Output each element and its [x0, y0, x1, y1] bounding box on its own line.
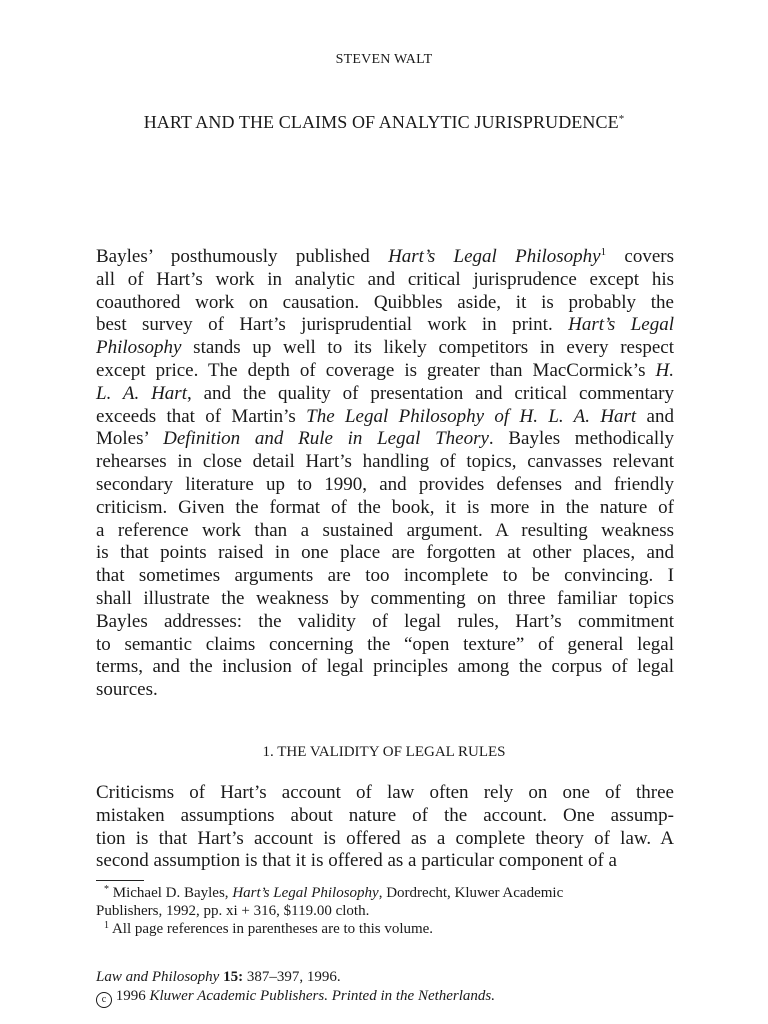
article-title — [0, 112, 768, 133]
footnote-rule — [96, 880, 144, 881]
italic-title: Hart’s Legal Philosophy — [388, 246, 601, 267]
text-line: exceeds that of Martin’s The Legal Philosophy of H. L. A. Hart and — [96, 405, 674, 427]
text-line: is that points raised in one place are forgotten at other places, and — [96, 542, 674, 564]
italic-title: Definition and Rule in Legal Theory — [163, 428, 489, 450]
footnote-star-lead: Michael D. Bayles, — [112, 885, 233, 901]
publisher-line: Kluwer Academic Publishers. Printed in the Netherlands. — [149, 988, 496, 1004]
footnote-star-mark: * — [104, 884, 109, 895]
footnote-star-rest: , Dordrecht, Kluwer Academic — [378, 885, 564, 901]
footnote-one — [96, 920, 674, 938]
text-line: best survey of Hart’s jurisprudential work in print. Hart’s Legal — [96, 314, 674, 336]
text-line: Bayles’ posthumously published Hart’s Legal Philosophy$^1$ covers — [96, 246, 675, 267]
journal-volume: 15: — [223, 969, 244, 985]
text-line: coauthored work on causation. Quibbles aside, it is probably the — [96, 291, 674, 313]
article-title-text: HART AND THE CLAIMS OF ANALYTIC JURISPRUDENCE — [143, 112, 619, 132]
footnote-one-line — [96, 920, 674, 938]
copyright-year: 1996 — [115, 988, 146, 1004]
text-line: Bayles addresses: the validity of legal rules, Hart’s commitment — [96, 610, 674, 632]
journal-name: Law and Philosophy — [96, 969, 220, 985]
text-line: to semantic claims concerning the “open texture” of general legal — [96, 633, 674, 655]
italic-title: Philosophy — [96, 337, 182, 359]
text-line: Criticisms of Hart’s account of law often rely on one of three — [96, 782, 674, 803]
text-line: tion is that Hart’s account is offered as a complete theory of law. A — [96, 827, 674, 849]
footnote-one-text: All page references in parentheses are to this volume. — [111, 921, 434, 937]
journal-pages-year: 387–397, 1996. — [246, 969, 341, 985]
text-line: second assumption is that it is offered as a particular component of a — [96, 850, 617, 872]
italic-title: The Legal Philosophy of H. L. A. Hart — [306, 405, 637, 427]
footnote-star-book: Hart’s Legal Philosophy — [232, 885, 379, 901]
text-line: all of Hart’s work in analytic and critical jurisprudence except his — [96, 268, 674, 290]
text-line: Moles’ Definition and Rule in Legal Theory. Bayles methodically — [96, 428, 674, 450]
copyright-icon: c — [96, 992, 112, 1008]
text-line: secondary literature up to 1990, and provides defenses and friendly — [96, 473, 674, 495]
text-line: L. A. Hart, and the quality of presentation and critical commentary — [96, 382, 674, 404]
footnote-star-line1 — [96, 884, 674, 902]
text-line: criticism. Given the format of the book, it is more in the nature of — [96, 496, 674, 518]
italic-title: H. — [655, 359, 674, 381]
footnote-one-mark: 1 — [104, 920, 109, 931]
text-line: except price. The depth of coverage is greater than MacCormick’s H. — [96, 359, 674, 381]
author-name: STEVEN WALT — [335, 52, 433, 67]
footnote-ref: 1 — [600, 246, 607, 258]
text-line: shall illustrate the weakness by commenting on three familiar topics — [96, 587, 674, 609]
journal-citation — [96, 968, 341, 987]
title-footnote-mark: * — [618, 113, 625, 125]
intro-paragraph — [96, 246, 674, 702]
section-heading: 1. THE VALIDITY OF LEGAL RULES — [262, 744, 506, 760]
copyright-line — [96, 987, 495, 1008]
text-line: mistaken assumptions about nature of the account. One assump- — [96, 804, 674, 826]
footnote-star-line2: Publishers, 1992, pp. xi + 316, $119.00 cloth. — [96, 903, 370, 919]
text-line: terms, and the inclusion of legal principles among the corpus of legal — [96, 656, 674, 678]
text-line: rehearses in close detail Hart’s handling of topics, canvasses relevant — [96, 451, 674, 473]
italic-title: Hart’s Legal — [568, 314, 674, 336]
text-line: Philosophy stands up well to its likely competitors in every respect — [96, 337, 674, 359]
footnote-star — [96, 884, 674, 920]
section-paragraph — [96, 782, 674, 873]
text-line: that sometimes arguments are too incomplete to be convincing. I — [96, 565, 674, 587]
text-line: a reference work than a sustained argument. A resulting weakness — [96, 519, 674, 541]
italic-title: L. A. Hart — [96, 382, 187, 404]
text-line: sources. — [96, 679, 158, 701]
